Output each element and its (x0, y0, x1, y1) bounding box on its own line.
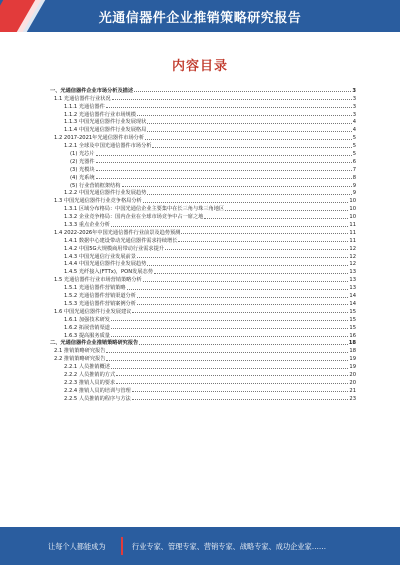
toc-entry-page: 10 (349, 214, 356, 221)
toc-entry[interactable] (50, 354, 356, 362)
toc-entry-page: 11 (349, 222, 356, 229)
toc-entry-page: 14 (349, 293, 356, 300)
footer-divider (121, 537, 123, 555)
toc-leader-dots (106, 106, 352, 108)
toc-entry-page: 13 (349, 285, 356, 292)
toc-leader-dots (137, 114, 352, 116)
toc-entry-title: 1.3 中国光通信器件行业竞争格局分析 (54, 198, 142, 205)
toc-entry-title: 1.4.5 光纤接入(FTTx)，PON发展态势 (64, 269, 153, 276)
toc-leader-dots (106, 351, 348, 353)
toc-entry-page: 18 (348, 340, 356, 347)
toc-leader-dots (132, 311, 348, 313)
toc-entry-page: 3 (352, 87, 356, 94)
toc-entry-title: 1.4.1 数据中心建设带动光通信器件需求持续增长 (64, 237, 178, 244)
toc-leader-dots (111, 225, 348, 227)
toc-entry[interactable] (50, 149, 356, 157)
toc-entry-title: 1.1.2 光通信器件行业市场规模 (64, 111, 136, 118)
toc-leader-dots (143, 280, 349, 282)
toc-entry[interactable] (50, 307, 356, 315)
toc-leader-dots (147, 264, 348, 266)
toc-leader-dots (96, 169, 352, 171)
toc-entry-page: 19 (349, 364, 356, 371)
toc-entry[interactable] (50, 94, 356, 102)
toc-leader-dots (111, 367, 348, 369)
toc-entry-title: 1.2 2017-2021年光通信器件市场分析 (54, 135, 145, 142)
toc-leader-dots (127, 288, 349, 290)
toc-leader-dots (111, 335, 348, 337)
toc-entry-page: 23 (349, 395, 356, 402)
toc-entry[interactable] (50, 157, 356, 165)
toc-entry-page: 15 (349, 316, 356, 323)
toc-entry-page: 6 (352, 158, 356, 165)
footer-slogan-left: 让每个人都能成为 (48, 542, 106, 551)
toc-entry-page: 5 (352, 143, 356, 150)
toc-entry[interactable] (50, 236, 356, 244)
toc-entry-title: 2.2.2 人员推销的方式 (64, 371, 116, 378)
toc-entry-page: 3 (352, 95, 356, 102)
toc-entry-title: 1.4.3 中国光通信行业发展前景 (64, 253, 136, 260)
toc-entry[interactable] (50, 370, 356, 378)
toc-entry[interactable] (50, 141, 356, 149)
toc-entry-page: 15 (349, 308, 356, 315)
toc-leader-dots (225, 209, 348, 211)
toc-entry-page: 12 (349, 261, 356, 268)
toc-entry-page: 5 (352, 135, 356, 142)
toc-entry-title: 1.1.1 光通信器件 (64, 103, 105, 110)
toc-leader-dots (96, 177, 352, 179)
toc-entry-title: 1.6.1 加强技术研发 (64, 316, 110, 323)
toc-leader-dots (139, 343, 348, 345)
toc-entry-title: 2.2.3 推销人员的要求 (64, 379, 116, 386)
toc-entry-page: 5 (352, 151, 356, 158)
toc-entry-page: 7 (352, 166, 356, 173)
toc-leader-dots (137, 303, 348, 305)
toc-entry[interactable] (50, 331, 356, 339)
toc-entry-title: 2.2.4 推销人员的培训与管理 (64, 387, 131, 394)
toc-entry-title: 1.1.3 中国光通信器件行业发展现状 (64, 119, 147, 126)
toc-leader-dots (147, 122, 351, 124)
toc-entry-title: 2.2 推销策略研究报告 (54, 356, 106, 363)
toc-entry-title: 1.6 中国光通信器件行业发展建议 (54, 308, 132, 315)
toc-entry[interactable] (50, 244, 356, 252)
toc-entry[interactable] (50, 102, 356, 110)
toc-entry[interactable] (50, 378, 356, 386)
toc-entry-title: 1.3.2 企业竞争格局：国内企业在全球市场竞争中占一席之地 (64, 214, 204, 221)
toc-leader-dots (111, 327, 348, 329)
toc-entry[interactable] (50, 212, 356, 220)
toc-entry-page: 15 (349, 324, 356, 331)
toc-entry-page: 13 (349, 269, 356, 276)
toc-leader-dots (154, 272, 349, 274)
toc-leader-dots (122, 185, 352, 187)
table-of-contents (50, 86, 356, 402)
toc-entry[interactable] (50, 260, 356, 268)
toc-entry[interactable] (50, 196, 356, 204)
toc-entry-page: 8 (352, 174, 356, 181)
toc-leader-dots (96, 154, 352, 156)
toc-entry-page: 3 (352, 103, 356, 110)
toc-leader-dots (116, 382, 348, 384)
toc-entry-title: 1.5 光通信器件行业市场营销策略分析 (54, 277, 142, 284)
toc-entry[interactable] (50, 173, 356, 181)
toc-leader-dots (178, 240, 348, 242)
toc-entry-title: 1.4.4 中国光通信器件行业发展趋势 (64, 261, 147, 268)
toc-entry[interactable] (50, 323, 356, 331)
toc-entry[interactable] (50, 291, 356, 299)
toc-entry-title: 1.6.2 拓展营销渠道 (64, 324, 110, 331)
toc-entry[interactable] (50, 204, 356, 212)
toc-entry-title: 1.1.4 中国光通信器件行业发展格局 (64, 127, 147, 134)
toc-entry-title: 1.5.2 光通信器件营销渠道分析 (64, 293, 136, 300)
toc-leader-dots (116, 374, 348, 376)
toc-entry[interactable] (50, 315, 356, 323)
toc-entry[interactable] (50, 299, 356, 307)
toc-entry[interactable] (50, 386, 356, 394)
toc-entry[interactable] (50, 228, 356, 236)
footer-banner (0, 527, 400, 565)
toc-leader-dots (165, 248, 348, 250)
toc-leader-dots (147, 130, 351, 132)
toc-leader-dots (204, 217, 348, 219)
toc-entry-title: 1.5.3 光通信器件营销案例分析 (64, 300, 136, 307)
toc-entry[interactable] (50, 346, 356, 354)
toc-entry[interactable] (50, 86, 356, 94)
header-banner (0, 0, 400, 32)
toc-entry-title: 2.2.5 人员推销的程序与方法 (64, 395, 131, 402)
toc-leader-dots (137, 256, 348, 258)
toc-entry-page: 12 (349, 253, 356, 260)
toc-entry-title: 1.3.1 区域分布格局：中国光通信企业主要集中在长三角与珠三角地区 (64, 206, 225, 213)
toc-leader-dots (143, 201, 349, 203)
toc-entry[interactable] (50, 189, 356, 197)
toc-entry-title: 一、光通信器件企业市场分析及描述 (50, 87, 134, 94)
report-title: 光通信器件企业推销策略研究报告 (98, 11, 302, 26)
toc-entry[interactable] (50, 110, 356, 118)
toc-entry-page: 4 (352, 127, 356, 134)
toc-entry[interactable] (50, 283, 356, 291)
footer-slogan-right: 行业专家、管理专家、营销专家、战略专家、成功企业家…… (132, 542, 327, 551)
toc-leader-dots (111, 319, 348, 321)
toc-entry[interactable] (50, 133, 356, 141)
toc-entry-page: 16 (349, 332, 356, 339)
toc-leader-dots (147, 193, 351, 195)
toc-leader-dots (137, 296, 348, 298)
toc-entry[interactable] (50, 181, 356, 189)
toc-entry[interactable] (50, 252, 356, 260)
toc-entry[interactable] (50, 125, 356, 133)
toc-entry[interactable] (50, 118, 356, 126)
toc-leader-dots (132, 398, 349, 400)
toc-entry-page: 18 (349, 348, 356, 355)
toc-leader-dots (134, 90, 351, 92)
toc-entry-title: (3) 光模块 (70, 166, 95, 173)
toc-heading: 内容目录 (171, 59, 228, 74)
toc-entry-page: 3 (352, 111, 356, 118)
toc-leader-dots (152, 146, 351, 148)
toc-entry[interactable] (50, 275, 356, 283)
toc-entry-page: 12 (349, 245, 356, 252)
toc-leader-dots (96, 161, 352, 163)
toc-entry[interactable] (50, 165, 356, 173)
toc-entry-page: 4 (352, 119, 356, 126)
toc-entry-page: 9 (352, 182, 356, 189)
toc-entry-page: 11 (349, 237, 356, 244)
toc-entry-title: 1.2.2 中国光通信器件行业发展趋势 (64, 190, 147, 197)
toc-entry-page: 10 (349, 198, 356, 205)
toc-entry-title: 1.5.1 光通信器件营销策略 (64, 285, 126, 292)
toc-entry-title: (2) 光器件 (70, 158, 95, 165)
toc-entry-title: 1.4 2022-2026年中国光通信器件行业前景及趋势预测 (54, 229, 181, 236)
toc-entry-page: 13 (349, 277, 356, 284)
toc-entry-title: (5) 行业营销框架结构 (70, 182, 121, 189)
toc-leader-dots (145, 138, 352, 140)
toc-entry-title: 1.6.3 提高服务质量 (64, 332, 110, 339)
toc-entry-page: 20 (349, 371, 356, 378)
toc-entry[interactable] (50, 267, 356, 275)
toc-leader-dots (181, 232, 348, 234)
toc-entry-page: 21 (349, 387, 356, 394)
toc-entry-title: 2.2.1 人员推销概述 (64, 364, 110, 371)
toc-leader-dots (112, 98, 352, 100)
toc-entry[interactable] (50, 394, 356, 402)
toc-entry-title: 1.2.1 全球及中国光通信器件市场分析 (64, 143, 152, 150)
toc-entry-title: 1.4.2 中国5G大规模商用带动行业需求提升 (64, 245, 164, 252)
toc-entry-title: (4) 光系统 (70, 174, 95, 181)
toc-entry[interactable] (50, 362, 356, 370)
toc-entry[interactable] (50, 220, 356, 228)
toc-entry-title: 2.1 推销策略研究报告 (54, 348, 106, 355)
toc-entry-title: 二、光通信器件企业推销策略研究报告 (50, 340, 139, 347)
toc-entry-page: 11 (349, 229, 356, 236)
toc-leader-dots (132, 390, 349, 392)
toc-entry-title: (1) 光芯片 (70, 151, 95, 158)
toc-entry-page: 19 (349, 356, 356, 363)
toc-entry-page: 20 (349, 379, 356, 386)
toc-entry-title: 1.1 光通信器件行业状况 (54, 95, 111, 102)
toc-entry-title: 1.3.3 重点企业分析 (64, 222, 110, 229)
toc-entry-page: 9 (352, 190, 356, 197)
toc-entry-page: 10 (349, 206, 356, 213)
toc-leader-dots (106, 359, 348, 361)
toc-entry[interactable] (50, 339, 356, 347)
toc-entry-page: 14 (349, 300, 356, 307)
